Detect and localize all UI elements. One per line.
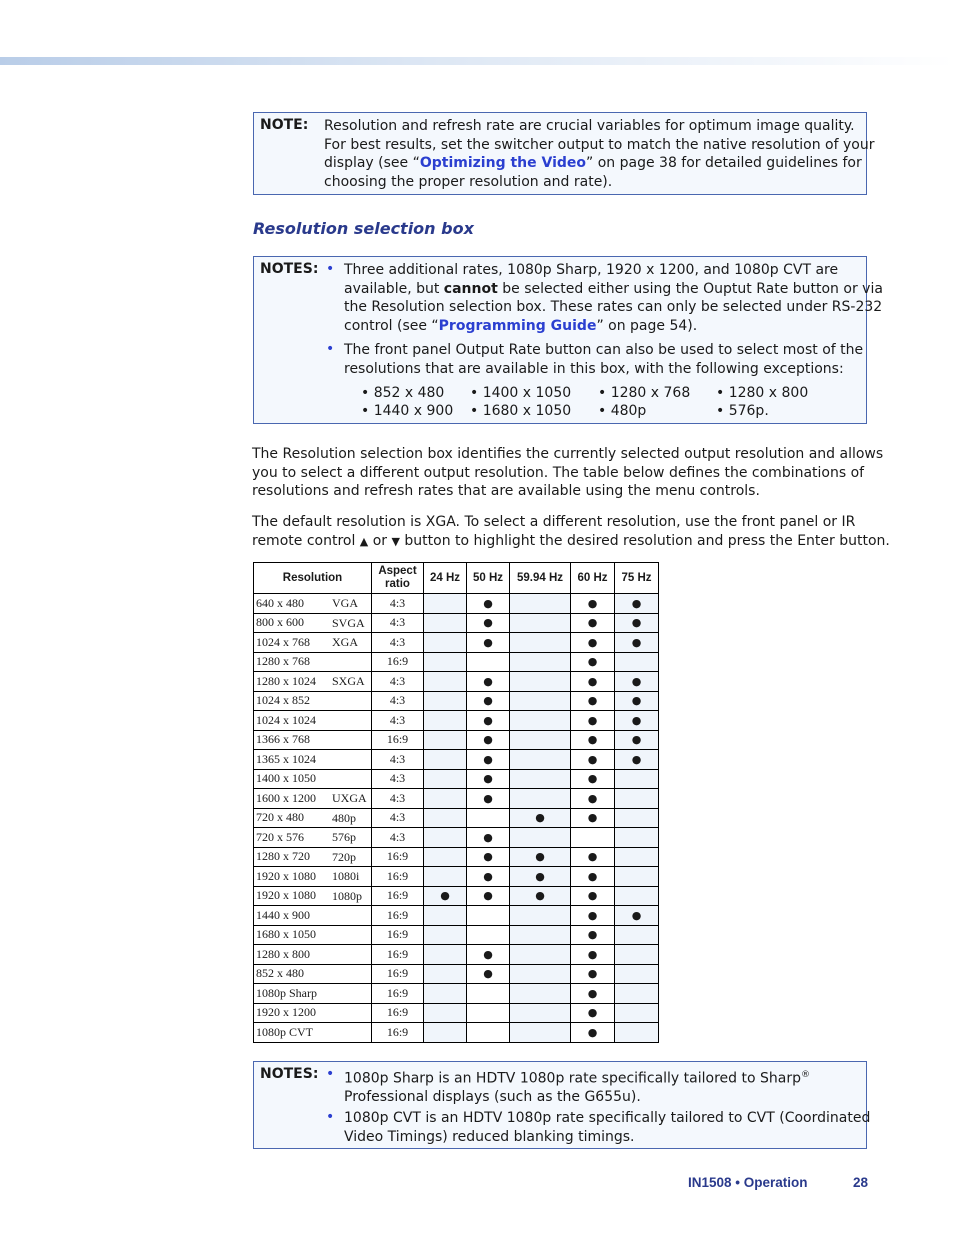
cell-aspect-ratio: 16:9 (372, 945, 424, 965)
supported-dot-icon: ● (587, 772, 598, 786)
cell-rate-mark (510, 613, 571, 633)
supported-dot-icon: ● (483, 713, 493, 727)
table-row (254, 730, 659, 750)
cell-resolution: 800 x 600 SVGA (254, 613, 372, 633)
cell-rate-mark (571, 613, 615, 633)
cell-rate-mark (615, 847, 659, 867)
supported-dot-icon: ● (587, 850, 598, 864)
cell-rate-mark (510, 1023, 571, 1043)
resolution-name: VGA (332, 596, 358, 610)
notes-label: NOTES: (260, 1066, 319, 1082)
table-row (254, 945, 659, 965)
cell-resolution: 1280 x 800 (254, 945, 372, 965)
cell-rate-mark (571, 711, 615, 731)
cell-rate-mark (571, 925, 615, 945)
cell-rate-mark (615, 613, 659, 633)
table-body (254, 594, 659, 1043)
cell-aspect-ratio: 16:9 (372, 1023, 424, 1043)
cell-rate-mark (510, 945, 571, 965)
cell-rate-mark (615, 750, 659, 770)
cell-rate-mark (615, 964, 659, 984)
body-paragraph-2: The default resolution is XGA. To select a different resolution, use the front panel or IR remote control ▲ or ▼ button to highlight the desired resolution and press the Enter button. (252, 514, 890, 549)
resolution-name: UXGA (332, 791, 367, 805)
table-row (254, 808, 659, 828)
cell-rate-mark (424, 984, 467, 1004)
supported-dot-icon: ● (631, 616, 642, 630)
notes-box-1080p: NOTES: • 1080p Sharp is an HDTV 1080p rate specifically tailored to Sharp® Professional displays (such as the G655u). • 1080p CVT is an HDTV 1080p rate specifically tailored to CVT (Coordinated Video Timings) reduced blanking timings. (253, 1061, 867, 1149)
cell-rate-mark (615, 1023, 659, 1043)
cell-rate-mark (615, 1003, 659, 1023)
cell-rate-mark (571, 789, 615, 809)
table-row (254, 906, 659, 926)
exception-item: • 480p (598, 403, 647, 419)
bullet-icon: • (326, 341, 335, 357)
cell-rate-mark (510, 925, 571, 945)
header-50hz: 50 Hz (467, 563, 510, 594)
table-row (254, 1003, 659, 1023)
cell-rate-mark (571, 633, 615, 653)
cell-rate-mark (615, 730, 659, 750)
cell-aspect-ratio: 16:9 (372, 984, 424, 1004)
cell-rate-mark (615, 652, 659, 672)
cell-rate-mark (424, 808, 467, 828)
header-aspect-ratio: Aspect ratio (372, 563, 424, 594)
cell-rate-mark (467, 691, 510, 711)
cell-rate-mark (615, 633, 659, 653)
bullet-icon: • (326, 1066, 335, 1082)
cell-rate-mark (571, 828, 615, 848)
cell-resolution: 852 x 480 (254, 964, 372, 984)
header-5994hz: 59.94 Hz (510, 563, 571, 594)
supported-dot-icon: ● (631, 713, 642, 727)
supported-dot-icon: ● (631, 596, 642, 610)
resolution-name: XGA (332, 635, 358, 649)
cell-rate-mark (510, 984, 571, 1004)
cell-rate-mark (424, 730, 467, 750)
table-row (254, 867, 659, 887)
cell-resolution: 1920 x 1080 1080p (254, 886, 372, 906)
header-75hz: 75 Hz (615, 563, 659, 594)
cell-rate-mark (510, 730, 571, 750)
cell-rate-mark (424, 1003, 467, 1023)
table-row (254, 886, 659, 906)
cell-rate-mark (571, 1023, 615, 1043)
cell-rate-mark (510, 633, 571, 653)
cell-rate-mark (571, 867, 615, 887)
supported-dot-icon: ● (587, 908, 598, 922)
cell-rate-mark (510, 964, 571, 984)
cell-rate-mark (571, 672, 615, 692)
cell-rate-mark (424, 750, 467, 770)
body-paragraph-1: The Resolution selection box identifies the currently selected output resolution and allows you to select a different output resolution. The table below defines the combinations of resolutions and refresh rates that are available using the menu controls. (252, 446, 884, 500)
resolution-name: SVGA (332, 615, 365, 630)
cell-rate-mark (615, 789, 659, 809)
cell-resolution: 720 x 480 480p (254, 808, 372, 828)
cell-rate-mark (510, 691, 571, 711)
cell-rate-mark (615, 808, 659, 828)
cell-rate-mark (467, 808, 510, 828)
exception-item: • 1400 x 1050 (470, 385, 572, 401)
supported-dot-icon: ● (587, 655, 598, 669)
cell-resolution: 1280 x 1024 SXGA (254, 672, 372, 692)
supported-dot-icon: ● (587, 596, 598, 610)
cell-rate-mark (467, 1023, 510, 1043)
cell-rate-mark (467, 945, 510, 965)
supported-dot-icon: ● (587, 811, 598, 825)
cell-rate-mark (615, 945, 659, 965)
supported-dot-icon: ● (587, 1025, 598, 1039)
table-row (254, 711, 659, 731)
cell-resolution: 1600 x 1200 UXGA (254, 789, 372, 809)
cell-aspect-ratio: 4:3 (372, 613, 424, 633)
resolution-name: 480p (332, 810, 356, 825)
cell-aspect-ratio: 4:3 (372, 672, 424, 692)
up-arrow-icon: ▲ (359, 534, 369, 548)
cell-aspect-ratio: 16:9 (372, 847, 424, 867)
footer-page-number: 28 (853, 1175, 869, 1190)
cell-rate-mark (571, 750, 615, 770)
table-row (254, 964, 659, 984)
notes-label: NOTES: (260, 261, 319, 277)
cell-rate-mark (615, 867, 659, 887)
cell-aspect-ratio: 4:3 (372, 691, 424, 711)
supported-dot-icon: ● (587, 869, 598, 883)
cell-rate-mark (571, 730, 615, 750)
cell-rate-mark (571, 886, 615, 906)
cell-rate-mark (424, 652, 467, 672)
cell-resolution: 1920 x 1200 (254, 1003, 372, 1023)
cell-rate-mark (615, 672, 659, 692)
cell-rate-mark (424, 711, 467, 731)
supported-dot-icon: ● (483, 596, 493, 610)
cell-aspect-ratio: 16:9 (372, 906, 424, 926)
cell-rate-mark (615, 769, 659, 789)
exception-item: • 1440 x 900 (361, 403, 454, 419)
supported-dot-icon: ● (483, 791, 493, 805)
cell-rate-mark (615, 828, 659, 848)
cell-rate-mark (424, 613, 467, 633)
table-row (254, 925, 659, 945)
cell-rate-mark (571, 691, 615, 711)
supported-dot-icon: ● (587, 733, 598, 747)
supported-dot-icon: ● (631, 908, 642, 922)
cell-resolution: 1080p CVT (254, 1023, 372, 1043)
supported-dot-icon: ● (483, 772, 493, 786)
cell-rate-mark (510, 847, 571, 867)
bullet-icon: • (326, 261, 335, 277)
exception-item: • 852 x 480 (361, 385, 445, 401)
cell-aspect-ratio: 16:9 (372, 925, 424, 945)
cell-rate-mark (571, 808, 615, 828)
supported-dot-icon: ● (535, 889, 545, 903)
table-row (254, 828, 659, 848)
cell-aspect-ratio: 16:9 (372, 886, 424, 906)
cell-rate-mark (510, 711, 571, 731)
supported-dot-icon: ● (535, 811, 545, 825)
cell-resolution: 1024 x 852 (254, 691, 372, 711)
cell-rate-mark (615, 906, 659, 926)
cell-aspect-ratio: 16:9 (372, 652, 424, 672)
table-row (254, 633, 659, 653)
supported-dot-icon: ● (483, 830, 493, 844)
cell-rate-mark (467, 789, 510, 809)
footer-section: IN1508 • Operation (688, 1175, 808, 1190)
cell-rate-mark (424, 828, 467, 848)
cell-rate-mark (571, 769, 615, 789)
note-label: NOTE: (260, 117, 309, 133)
cell-rate-mark (424, 691, 467, 711)
supported-dot-icon: ● (587, 1006, 598, 1020)
cell-aspect-ratio: 4:3 (372, 750, 424, 770)
cell-rate-mark (467, 652, 510, 672)
cell-resolution: 1920 x 1080 1080i (254, 867, 372, 887)
cell-rate-mark (615, 594, 659, 614)
cell-aspect-ratio: 4:3 (372, 769, 424, 789)
down-arrow-icon: ▼ (391, 534, 400, 548)
cell-aspect-ratio: 4:3 (372, 594, 424, 614)
resolution-name: 720p (332, 849, 356, 864)
supported-dot-icon: ● (483, 850, 493, 864)
header-24hz: 24 Hz (424, 563, 467, 594)
table-row (254, 847, 659, 867)
resolution-table (253, 562, 659, 1043)
supported-dot-icon: ● (483, 694, 493, 708)
cell-aspect-ratio: 16:9 (372, 867, 424, 887)
supported-dot-icon: ● (631, 733, 642, 747)
cell-resolution: 720 x 576 576p (254, 828, 372, 848)
cell-rate-mark (467, 613, 510, 633)
cell-aspect-ratio: 4:3 (372, 828, 424, 848)
table-row (254, 750, 659, 770)
cell-rate-mark (615, 691, 659, 711)
cell-resolution: 1280 x 768 (254, 652, 372, 672)
cell-rate-mark (467, 984, 510, 1004)
table-row (254, 652, 659, 672)
table-header-row (254, 563, 659, 594)
cell-resolution: 1024 x 768 XGA (254, 633, 372, 653)
cell-rate-mark (467, 828, 510, 848)
supported-dot-icon: ● (587, 791, 598, 805)
cell-resolution: 1024 x 1024 (254, 711, 372, 731)
exception-item: • 1280 x 768 (598, 385, 691, 401)
supported-dot-icon: ● (483, 889, 493, 903)
supported-dot-icon: ● (587, 928, 598, 942)
cell-rate-mark (510, 750, 571, 770)
cell-rate-mark (467, 769, 510, 789)
supported-dot-icon: ● (631, 752, 642, 766)
cell-rate-mark (510, 886, 571, 906)
cell-rate-mark (510, 652, 571, 672)
supported-dot-icon: ● (483, 947, 493, 961)
header-60hz: 60 Hz (571, 563, 615, 594)
cell-rate-mark (571, 652, 615, 672)
cell-rate-mark (615, 984, 659, 1004)
link-optimizing-the-video[interactable]: Optimizing the Video (419, 155, 587, 172)
cell-rate-mark (424, 886, 467, 906)
cell-rate-mark (467, 867, 510, 887)
cell-rate-mark (424, 925, 467, 945)
cell-rate-mark (467, 730, 510, 750)
cell-rate-mark (615, 886, 659, 906)
cell-rate-mark (467, 750, 510, 770)
table-row (254, 691, 659, 711)
supported-dot-icon: ● (631, 674, 642, 688)
cell-rate-mark (467, 633, 510, 653)
cell-rate-mark (571, 594, 615, 614)
cell-rate-mark (424, 847, 467, 867)
header-gradient-bar (0, 57, 954, 65)
cell-rate-mark (510, 906, 571, 926)
supported-dot-icon: ● (535, 869, 545, 883)
cell-aspect-ratio: 16:9 (372, 964, 424, 984)
supported-dot-icon: ● (631, 694, 642, 708)
table-row (254, 594, 659, 614)
resolution-name: 576p (332, 830, 356, 844)
supported-dot-icon: ● (587, 947, 598, 961)
cell-rate-mark (424, 945, 467, 965)
resolution-name: 1080i (332, 869, 360, 883)
supported-dot-icon: ● (483, 733, 493, 747)
cell-resolution: 1080p Sharp (254, 984, 372, 1004)
cell-rate-mark (467, 711, 510, 731)
note-box-resolution (253, 112, 875, 195)
supported-dot-icon: ● (483, 635, 493, 649)
cell-rate-mark (510, 808, 571, 828)
table-row (254, 1023, 659, 1043)
supported-dot-icon: ● (587, 674, 598, 688)
supported-dot-icon: ● (483, 869, 493, 883)
cell-rate-mark (510, 672, 571, 692)
supported-dot-icon: ● (587, 889, 598, 903)
exception-item: • 1680 x 1050 (470, 403, 572, 419)
cell-resolution: 1365 x 1024 (254, 750, 372, 770)
cell-resolution: 1280 x 720 720p (254, 847, 372, 867)
cell-rate-mark (510, 594, 571, 614)
cell-rate-mark (467, 847, 510, 867)
cell-rate-mark (424, 769, 467, 789)
cell-resolution: 1680 x 1050 (254, 925, 372, 945)
table-row (254, 613, 659, 633)
cell-rate-mark (571, 847, 615, 867)
supported-dot-icon: ● (587, 616, 598, 630)
cell-rate-mark (467, 886, 510, 906)
table-row (254, 769, 659, 789)
supported-dot-icon: ● (483, 674, 493, 688)
supported-dot-icon: ● (587, 986, 598, 1000)
cell-rate-mark (615, 711, 659, 731)
cell-rate-mark (510, 1003, 571, 1023)
cell-rate-mark (424, 1023, 467, 1043)
resolution-name: SXGA (332, 674, 365, 688)
registered-mark: ® (800, 1070, 810, 1080)
supported-dot-icon: ● (483, 752, 493, 766)
exception-item: • 576p. (716, 403, 769, 419)
table-row (254, 984, 659, 1004)
cell-rate-mark (510, 867, 571, 887)
supported-dot-icon: ● (483, 616, 493, 630)
cell-aspect-ratio: 4:3 (372, 633, 424, 653)
supported-dot-icon: ● (587, 635, 598, 649)
cell-aspect-ratio: 16:9 (372, 1003, 424, 1023)
cell-rate-mark (424, 672, 467, 692)
cell-rate-mark (571, 964, 615, 984)
cell-rate-mark (467, 672, 510, 692)
supported-dot-icon: ● (631, 635, 642, 649)
section-heading: Resolution selection box (253, 219, 474, 238)
supported-dot-icon: ● (535, 850, 545, 864)
cell-rate-mark (615, 925, 659, 945)
cell-rate-mark (571, 906, 615, 926)
cell-resolution: 1366 x 768 (254, 730, 372, 750)
table-row (254, 789, 659, 809)
cell-rate-mark (510, 769, 571, 789)
cell-rate-mark (467, 906, 510, 926)
link-programming-guide[interactable]: Programming Guide (438, 318, 597, 335)
cell-rate-mark (424, 906, 467, 926)
cell-rate-mark (424, 633, 467, 653)
cell-aspect-ratio: 4:3 (372, 808, 424, 828)
cell-resolution: 1400 x 1050 (254, 769, 372, 789)
cell-rate-mark (424, 867, 467, 887)
cell-rate-mark (571, 945, 615, 965)
notes-box-resolution-selection: NOTES: • Three additional rates, 1080p Sharp, 1920 x 1200, and 1080p CVT are available, but cannot be selected either using the Ouptut Rate button or via the Resolution selection box. These rates can only be selected under RS-232 control (see “Programming Guide” on page 54). • The front panel Output Rate button can also be used to select most of the resolutions that are available in this box, with the following exceptions: • 852 x 480 • 1400 x 1050 • 1280 x 768 • 1280 x 800 • 1440 x 900 • 1680 x 1050 • 480p • 576p. (253, 256, 867, 424)
cell-aspect-ratio: 4:3 (372, 711, 424, 731)
cell-rate-mark (467, 964, 510, 984)
header-resolution: Resolution (254, 563, 372, 594)
supported-dot-icon: ● (483, 967, 493, 981)
cell-rate-mark (424, 594, 467, 614)
supported-dot-icon: ● (587, 713, 598, 727)
supported-dot-icon: ● (587, 967, 598, 981)
cell-rate-mark (510, 828, 571, 848)
cell-rate-mark (424, 789, 467, 809)
cell-rate-mark (510, 789, 571, 809)
cell-rate-mark (571, 1003, 615, 1023)
exception-item: • 1280 x 800 (716, 385, 809, 401)
cell-aspect-ratio: 4:3 (372, 789, 424, 809)
cell-rate-mark (571, 984, 615, 1004)
note-text: Resolution and refresh rate are crucial variables for optimum image quality. For best results, set the switcher output to match the native resolution of your display (see “Optimizing the Video” on page 38 for detailed guidelines for choosing the proper resolution and rate). (324, 118, 875, 191)
resolution-name: 1080p (332, 888, 362, 903)
cell-rate-mark (467, 1003, 510, 1023)
cell-rate-mark (467, 925, 510, 945)
cell-rate-mark (467, 594, 510, 614)
bullet-icon: • (326, 1109, 335, 1125)
cell-aspect-ratio: 16:9 (372, 730, 424, 750)
cell-rate-mark (424, 964, 467, 984)
supported-dot-icon: ● (587, 694, 598, 708)
cell-resolution: 1440 x 900 (254, 906, 372, 926)
cell-resolution: 640 x 480 VGA (254, 594, 372, 614)
supported-dot-icon: ● (587, 752, 598, 766)
table-row (254, 672, 659, 692)
supported-dot-icon: ● (440, 889, 450, 903)
